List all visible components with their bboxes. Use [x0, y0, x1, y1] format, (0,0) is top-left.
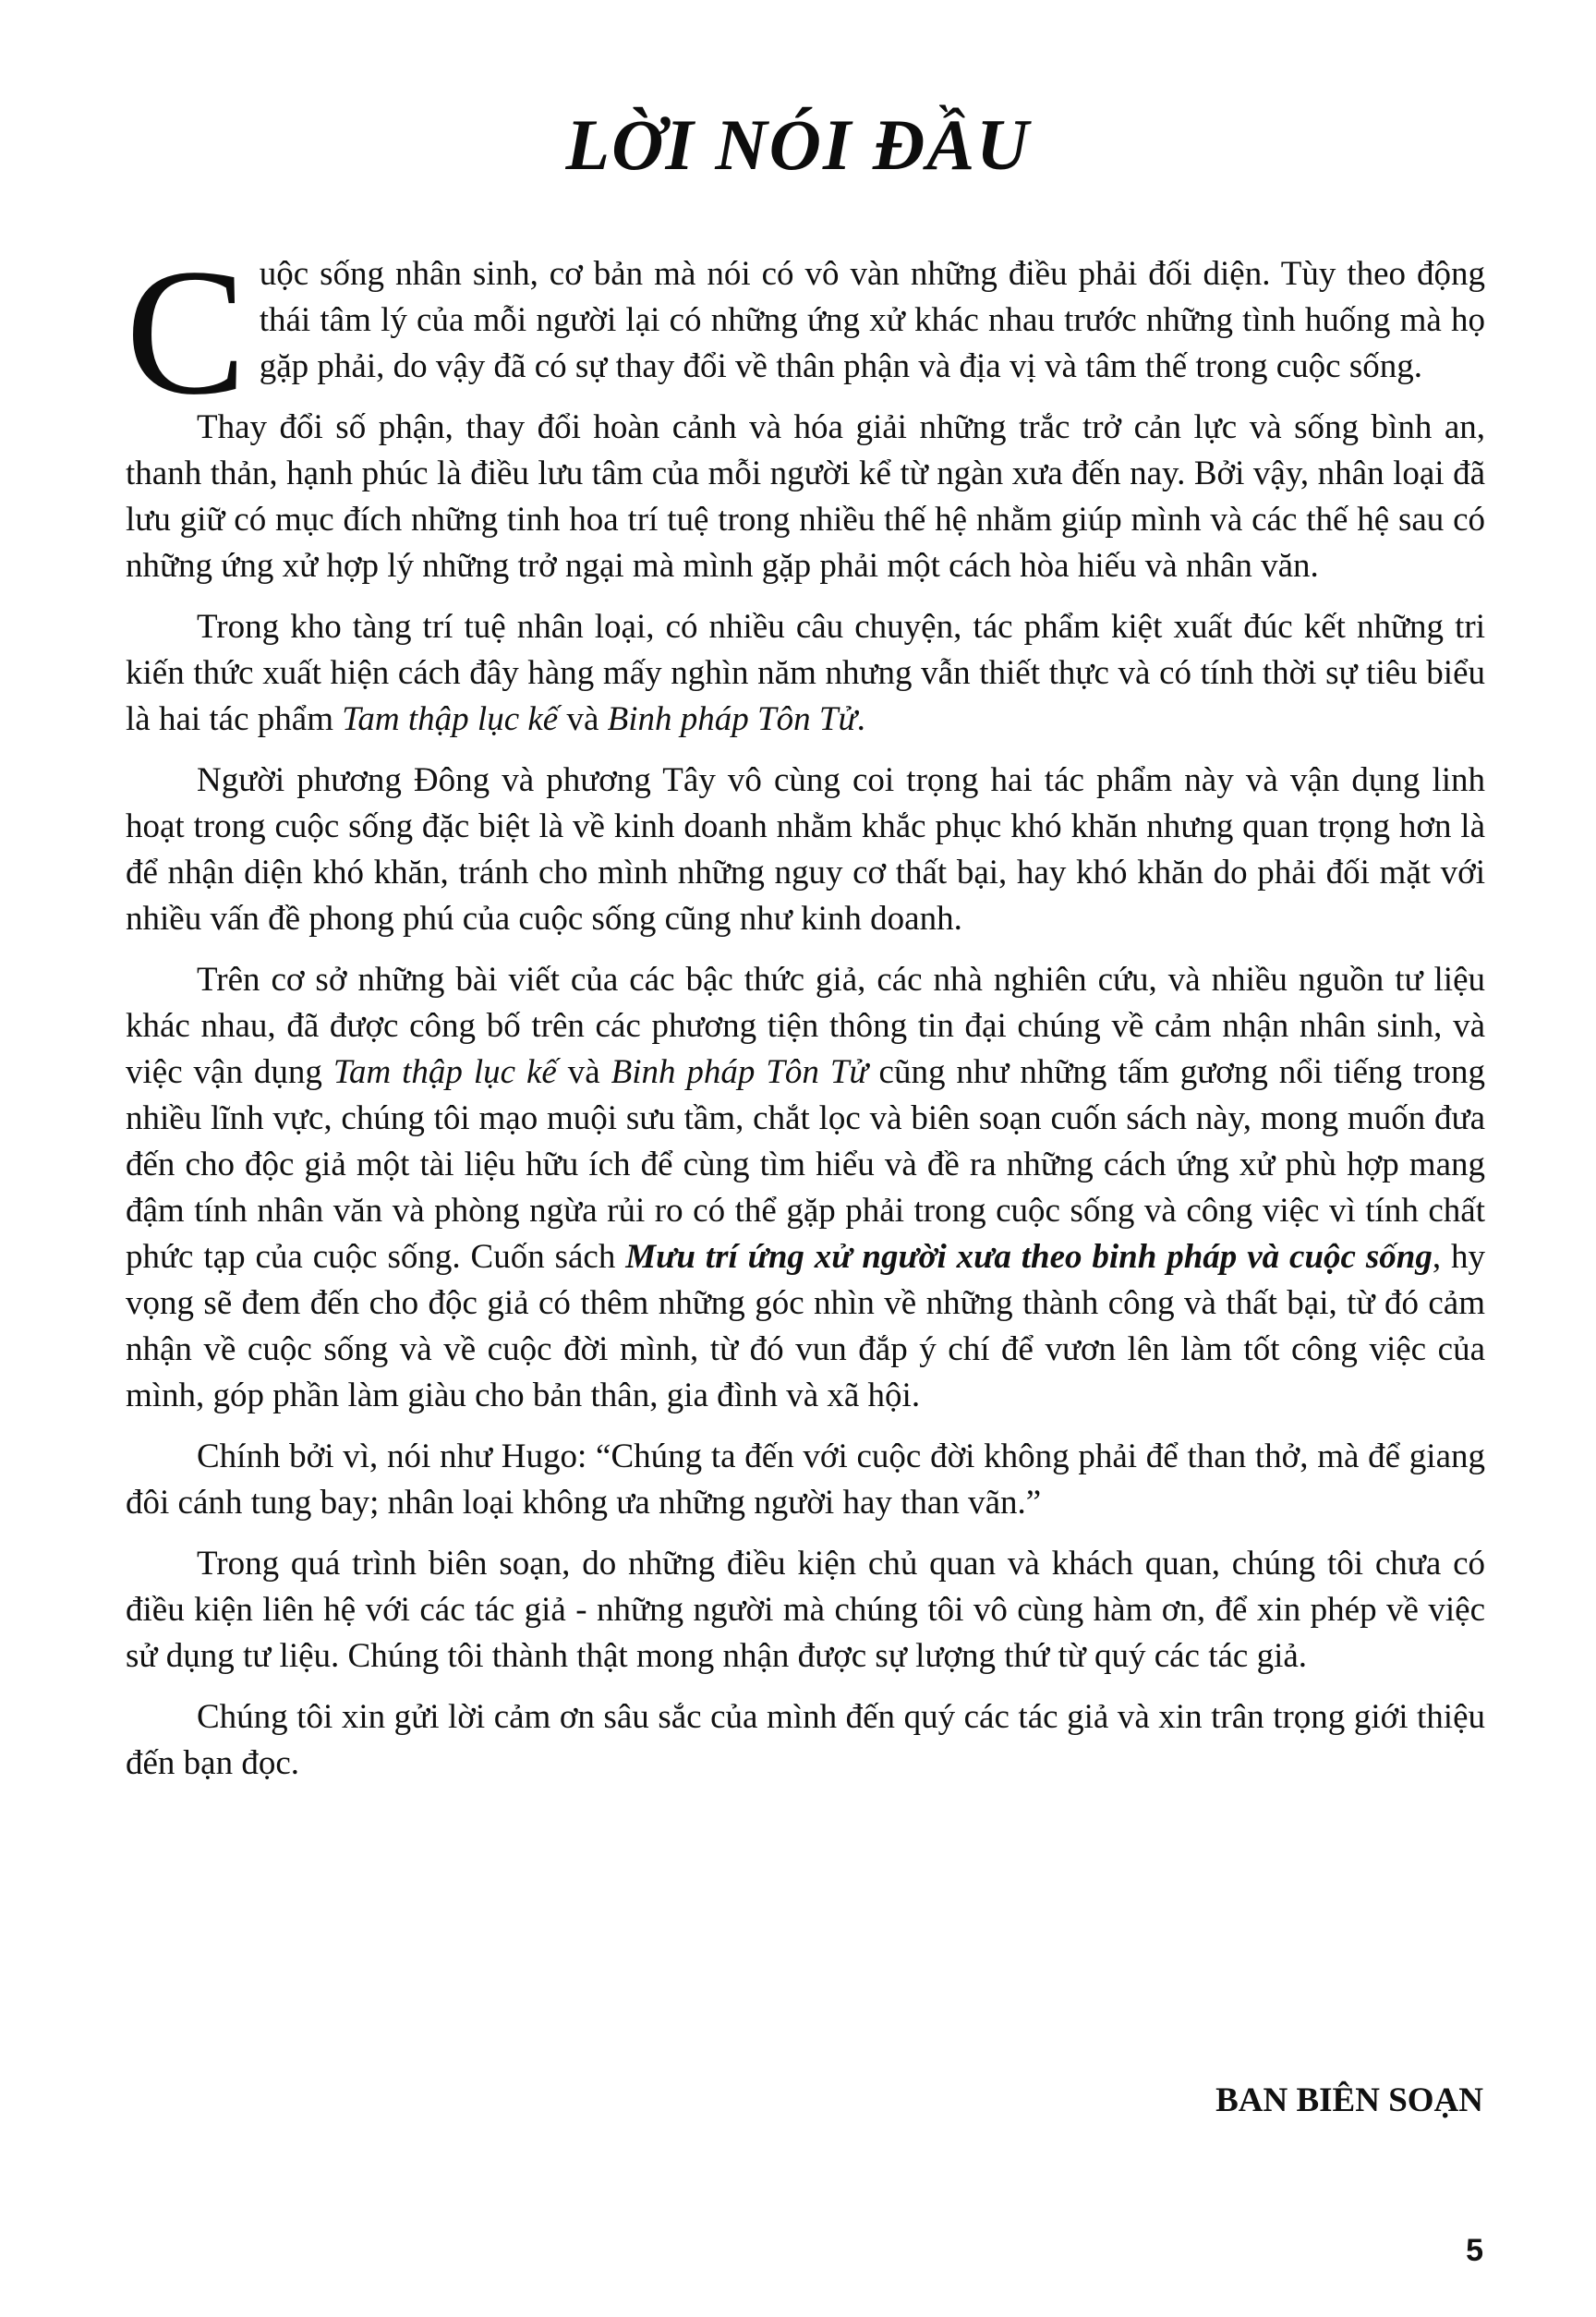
book-title-tam-thap-luc-ke: Tam thập lục kế — [342, 700, 559, 738]
paragraph-5 — [126, 957, 1485, 1419]
paragraph-3-text-c: và — [558, 700, 608, 738]
paragraph-1 — [126, 232, 1485, 432]
signature: BAN BIÊN SOẠN — [1215, 2081, 1483, 2119]
book-title-binh-phap-ton-tu: Binh pháp Tôn Tử — [611, 1053, 868, 1091]
paragraph-2: Thay đổi số phận, thay đổi hoàn cảnh và hóa giải những trắc trở cản lực và sống bình an, thanh thản, hạnh phúc là điều lưu tâm của mỗi người kể từ ngàn xưa đến nay. Bởi vậy, nhân loại đã lưu giữ có mục đích những tinh hoa trí tuệ trong nhiều thế hệ nhằm giúp mình và các thế hệ sau có những ứng xử hợp lý những trở ngại mà mình gặp phải một cách hòa hiếu và nhân văn. — [126, 408, 1485, 585]
paragraph-6: Chính bởi vì, nói như Hugo: “Chúng ta đến với cuộc đời không phải để than thở, mà để giang đôi cánh tung bay; nhân loại không ưa những người hay than vãn.” — [126, 1438, 1485, 1522]
preface-body — [126, 232, 1486, 1801]
paragraph-1-text: uộc sống nhân sinh, cơ bản mà nói có vô vàn những điều phải đối diện. Tùy theo động thái tâm lý của mỗi người lại có những ứng xử khác nhau trước những tình huống mà họ gặp phải, do vậy đã có sự thay đổi về thân phận và địa vị và tâm thế trong cuộc sống. — [259, 255, 1485, 385]
paragraph-7: Trong quá trình biên soạn, do những điều kiện chủ quan và khách quan, chúng tôi chưa có điều kiện liên hệ với các tác giả - những người mà chúng tôi vô cùng hàm ơn, để xin phép về việc sử dụng tư liệu. Chúng tôi thành thật mong nhận được sự lượng thứ từ quý các tác giả. — [126, 1545, 1485, 1675]
paragraph-5-text-e: cũng như những tấm gương nổi tiếng trong nhiều lĩnh vực, chúng tôi mạo muội sưu tầm, chắt lọc và biên soạn cuốn sách này, mong muốn đưa đến cho độc giả một tài liệu hữu ích để cùng tìm hiểu và đề ra những cách ứng xử phù hợp mang đậm tính nhân văn và phòng ngừa rủi ro có thể gặp phải trong cuộc sống và công việc vì tính chất phức tạp của cuộc sống. Cuốn sách — [126, 1053, 1486, 1276]
paragraph-5-text-a: Trên cơ sở những bài viết của các bậc thức giả, các nhà nghiên cứu, và nhiều nguồn tư liệu khác nhau, đã được công bố trên các phương tiện thông tin đại chúng về cảm nhận nhân sinh, và việc vận dụng — [126, 961, 1485, 1091]
drop-cap: C — [126, 232, 247, 432]
paragraph-3 — [126, 604, 1485, 743]
paragraph-3-text-a: Trong kho tàng trí tuệ nhân loại, có nhiều câu chuyện, tác phẩm kiệt xuất đúc kết những tri kiến thức xuất hiện cách đây hàng mấy nghìn năm nhưng vẫn thiết thực và có tính thời sự tiêu biểu là hai tác phẩm — [126, 608, 1485, 738]
paragraph-8: Chúng tôi xin gửi lời cảm ơn sâu sắc của mình đến quý các tác giả và xin trân trọng giới thiệu đến bạn đọc. — [126, 1698, 1485, 1782]
paragraph-3-text-e: . — [856, 700, 865, 738]
book-title-muu-tri: Mưu trí ứng xử người xưa theo binh pháp và cuộc sống — [625, 1238, 1433, 1276]
book-title-tam-thap-luc-ke: Tam thập lục kế — [332, 1053, 557, 1091]
book-title-binh-phap-ton-tu: Binh pháp Tôn Tử — [607, 700, 857, 738]
page-number: 5 — [1466, 2233, 1483, 2268]
paragraph-5-text-g: , hy vọng sẽ đem đến cho độc giả có thêm những góc nhìn về những thành công và thất bại, từ đó cảm nhận về cuộc sống và về cuộc đời mình, từ đó vun đắp ý chí để vươn lên làm tốt công việc của mình, góp phần làm giàu cho bản thân, gia đình và xã hội. — [126, 1238, 1485, 1414]
paragraph-5-text-c: và — [556, 1053, 611, 1091]
page-title: LỜI NÓI ĐẦU — [565, 104, 1031, 185]
paragraph-4: Người phương Đông và phương Tây vô cùng coi trọng hai tác phẩm này và vận dụng linh hoạt trong cuộc sống đặc biệt là về kinh doanh nhằm khắc phục khó khăn nhưng quan trọng hơn là để nhận diện khó khăn, tránh cho mình những nguy cơ thất bại, hay khó khăn do phải đối mặt với nhiều vấn đề phong phú của cuộc sống cũng như kinh doanh. — [126, 761, 1485, 938]
